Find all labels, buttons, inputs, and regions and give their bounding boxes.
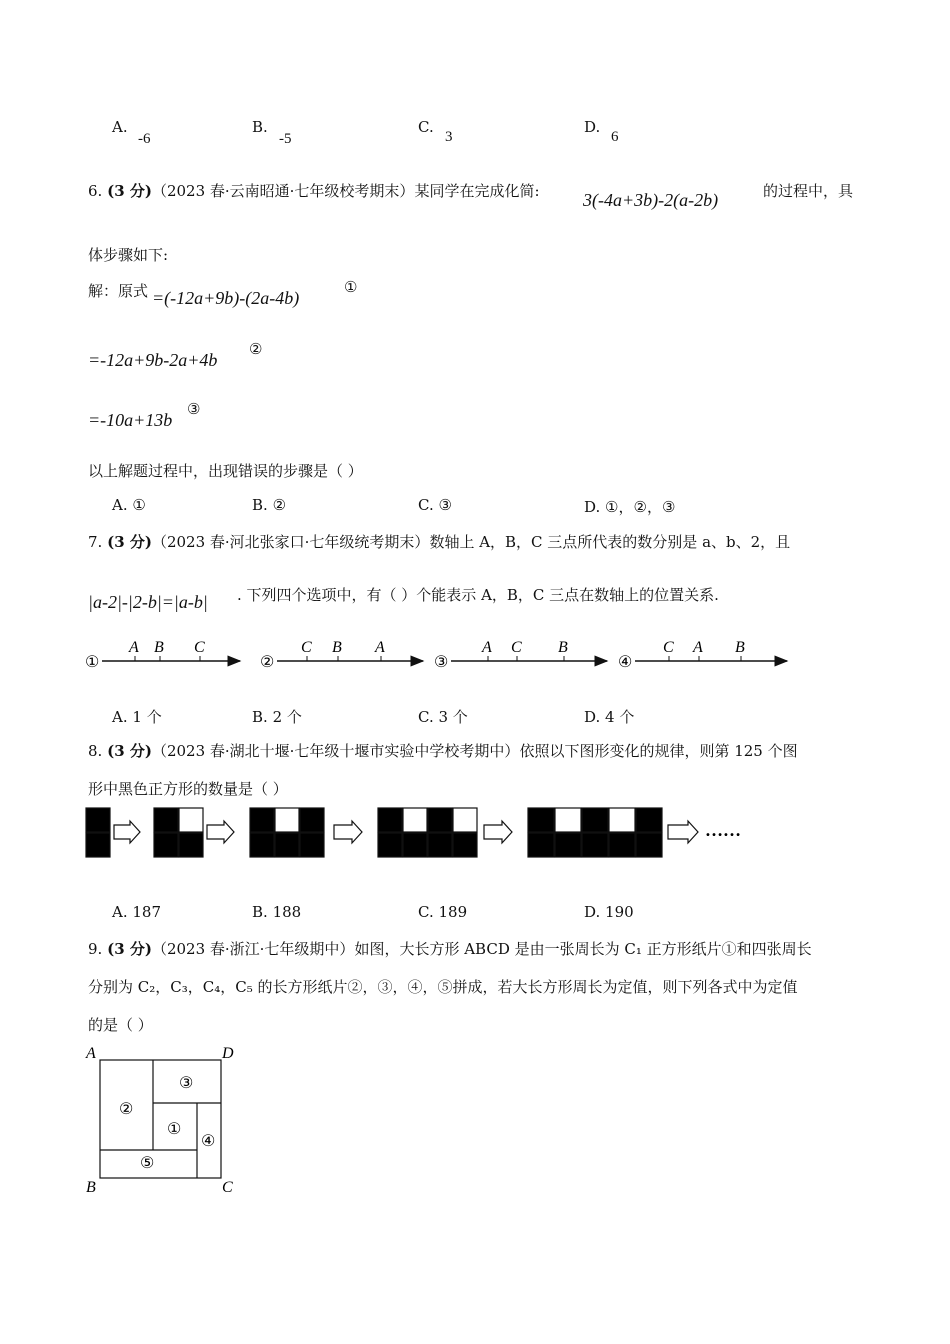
pattern-figure-5: [528, 808, 662, 857]
q7-option-c-value: 3 个: [438, 708, 468, 726]
q9-figure: [82, 1042, 252, 1198]
q7-number: 7.: [88, 533, 103, 551]
q6-option-a-letter: A.: [112, 496, 128, 514]
q9-piece-4: ④: [201, 1133, 216, 1150]
q7-option-a-value: 1 个: [132, 708, 162, 726]
q9-number: 9.: [88, 940, 103, 958]
q8-stem-b: 形中黑色正方形的数量是（ ）: [88, 780, 288, 798]
q8-option-d-letter: D.: [584, 903, 601, 921]
q8-option-b[interactable]: [252, 903, 301, 921]
q9-piece-2: ②: [119, 1101, 134, 1118]
q6-stem-b: 的过程中，具: [763, 182, 854, 200]
q6-option-d[interactable]: [584, 496, 675, 517]
q8-option-d[interactable]: [584, 903, 634, 921]
q7-axis-1-label: B: [154, 639, 164, 656]
arrow-icon: [334, 821, 362, 843]
q6-option-b-letter: B.: [252, 496, 268, 514]
q7-option-a-letter: A.: [112, 708, 128, 726]
q6-stem-line: [88, 180, 540, 201]
q7-axis-3-label: B: [558, 639, 568, 656]
q7-option-a[interactable]: [112, 706, 162, 727]
q6-step-1: =(-12a+9b)-(2a-4b): [152, 288, 300, 308]
q8-source: （2023 春·湖北十堰·七年级十堰市实验中学校考期中）: [151, 742, 520, 760]
q7-axis-2-label: A: [375, 639, 385, 656]
q8-option-b-value: 188: [272, 903, 302, 921]
q8-stem-a: 依照以下图形变化的规律，则第 125 个图: [519, 742, 798, 760]
q6-option-d-value: ①，②，③: [605, 498, 676, 516]
q8-option-a[interactable]: [112, 903, 161, 921]
q6-option-b-value: ②: [272, 496, 287, 514]
q7-source: （2023 春·河北张家口·七年级统考期末）: [151, 533, 430, 551]
q6-option-a[interactable]: [112, 496, 146, 514]
pattern-figure-4: [378, 808, 477, 857]
q7-option-c-letter: C.: [418, 708, 434, 726]
q7-stem-b: . 下列四个选项中，有（ ）个能表示 A，B，C 三点在数轴上的位置关系.: [237, 586, 719, 604]
q9-piece-5: ⑤: [140, 1155, 155, 1172]
q7-option-c[interactable]: [418, 706, 468, 727]
arrow-icon: [114, 821, 140, 843]
q6-option-c[interactable]: [418, 496, 452, 514]
q6-option-c-value: ③: [438, 496, 452, 514]
q7-option-d-letter: D.: [584, 708, 601, 726]
q7-axis-2-label: B: [332, 639, 342, 656]
q8-stem-line: [88, 740, 798, 761]
q6-question: 以上解题过程中，出现错误的步骤是（ ）: [88, 462, 363, 480]
q6-option-a-value: ①: [132, 496, 146, 514]
q7-option-b[interactable]: [252, 706, 302, 727]
q9-stem-line: [88, 938, 812, 959]
q6-step-3-mark: ③: [187, 400, 201, 418]
q6-stem-a: 某同学在完成化简:: [414, 182, 540, 200]
q6-solution-label: 解：原式: [88, 282, 149, 300]
q9-score: (3 分): [107, 940, 152, 958]
arrow-icon: [668, 821, 698, 843]
q7-axis-4-label: A: [693, 639, 703, 656]
q7-stem-a: 数轴上 A，B，C 三点所代表的数分别是 a、b、2，且: [429, 533, 791, 551]
pattern-figure-1: [86, 808, 110, 857]
q7-axis-1-id: ①: [85, 654, 100, 671]
q6-step-2-mark: ②: [249, 340, 263, 358]
q9-stem-c: 的是（ ）: [88, 1016, 153, 1034]
q7-option-b-value: 2 个: [272, 708, 302, 726]
pattern-figure-3: [250, 808, 324, 857]
q6-option-b[interactable]: [252, 496, 286, 514]
q7-score: (3 分): [107, 533, 152, 551]
q7-axis-4-label: B: [735, 639, 745, 656]
q7-axis-4: [618, 639, 787, 671]
q6-step-1-mark: ①: [344, 278, 358, 296]
q5-option-a-value: -6: [138, 131, 151, 147]
q6-step-2: =-12a+9b-2a+4b: [88, 350, 218, 370]
q5-option-b-letter: B.: [252, 118, 268, 136]
q7-option-d[interactable]: [584, 706, 634, 727]
q7-axis-4-id: ④: [618, 654, 633, 671]
q6-option-c-letter: C.: [418, 496, 434, 514]
q9-corner-c: C: [222, 1179, 233, 1196]
q7-axis-3-label: A: [482, 639, 492, 656]
q9-corner-b: B: [86, 1179, 96, 1196]
q8-pattern-ellipsis: ……: [705, 820, 741, 840]
q7-axis-2: [260, 639, 423, 671]
q7-number-lines: [80, 632, 800, 678]
q7-axis-3-id: ③: [434, 654, 449, 671]
q7-axis-2-id: ②: [260, 654, 275, 671]
q6-source: （2023 春·云南昭通·七年级校考期末）: [151, 182, 415, 200]
q6-step-3: =-10a+13b: [88, 410, 173, 430]
q9-corner-d: D: [222, 1045, 234, 1062]
q7-axis-3: [434, 639, 607, 671]
q8-option-b-letter: B.: [252, 903, 268, 921]
q6-expression: 3(-4a+3b)-2(a-2b): [583, 190, 719, 210]
q6-score: (3 分): [107, 182, 152, 200]
q8-pattern-figure: [84, 806, 764, 860]
arrow-icon: [484, 821, 512, 843]
q7-axis-3-label: C: [511, 639, 522, 656]
q5-option-b-value: -5: [279, 131, 292, 147]
q5-option-c-letter: C.: [418, 118, 434, 136]
q8-option-c[interactable]: [418, 903, 467, 921]
arrow-icon: [207, 821, 234, 843]
q5-option-d-value: 6: [611, 129, 619, 145]
q7-option-d-value: 4 个: [605, 708, 635, 726]
q8-score: (3 分): [107, 742, 152, 760]
q8-option-a-letter: A.: [112, 903, 128, 921]
q6-number: 6.: [88, 182, 103, 200]
q7-axis-4-label: C: [663, 639, 674, 656]
q9-stem-b: 分别为 C₂，C₃，C₄，C₅ 的长方形纸片②，③，④，⑤拼成，若大长方形周长为定值，则下列各式中为定值: [88, 978, 798, 996]
q7-axis-1: [85, 639, 240, 671]
q6-stem-c: 体步骤如下:: [88, 246, 169, 264]
pattern-figure-2: [154, 808, 203, 857]
q9-stem-a: 如图，大长方形 ABCD 是由一张周长为 C₁ 正方形纸片①和四张周长: [354, 940, 812, 958]
q9-rect-abcd: [100, 1060, 221, 1178]
q9-piece-3: ③: [179, 1075, 194, 1092]
q9-source: （2023 春·浙江·七年级期中）: [151, 940, 355, 958]
q6-option-d-letter: D.: [584, 498, 601, 516]
q5-option-c-value: 3: [445, 129, 453, 145]
q7-axis-1-label: C: [194, 639, 205, 656]
q7-stem-line: [88, 531, 790, 552]
q8-option-d-value: 190: [605, 903, 634, 921]
q5-option-d-letter: D.: [584, 118, 601, 136]
q8-option-c-value: 189: [438, 903, 468, 921]
q7-axis-2-label: C: [301, 639, 312, 656]
q7-condition: |a-2|-|2-b|=|a-b|: [88, 592, 208, 612]
q7-option-b-letter: B.: [252, 708, 268, 726]
q8-option-a-value: 187: [132, 903, 162, 921]
q9-corner-a: A: [86, 1045, 96, 1062]
q8-option-c-letter: C.: [418, 903, 434, 921]
q8-number: 8.: [88, 742, 103, 760]
q7-axis-1-label: A: [129, 639, 139, 656]
q5-option-a-letter: A.: [112, 118, 128, 136]
q9-piece-1: ①: [167, 1121, 182, 1138]
